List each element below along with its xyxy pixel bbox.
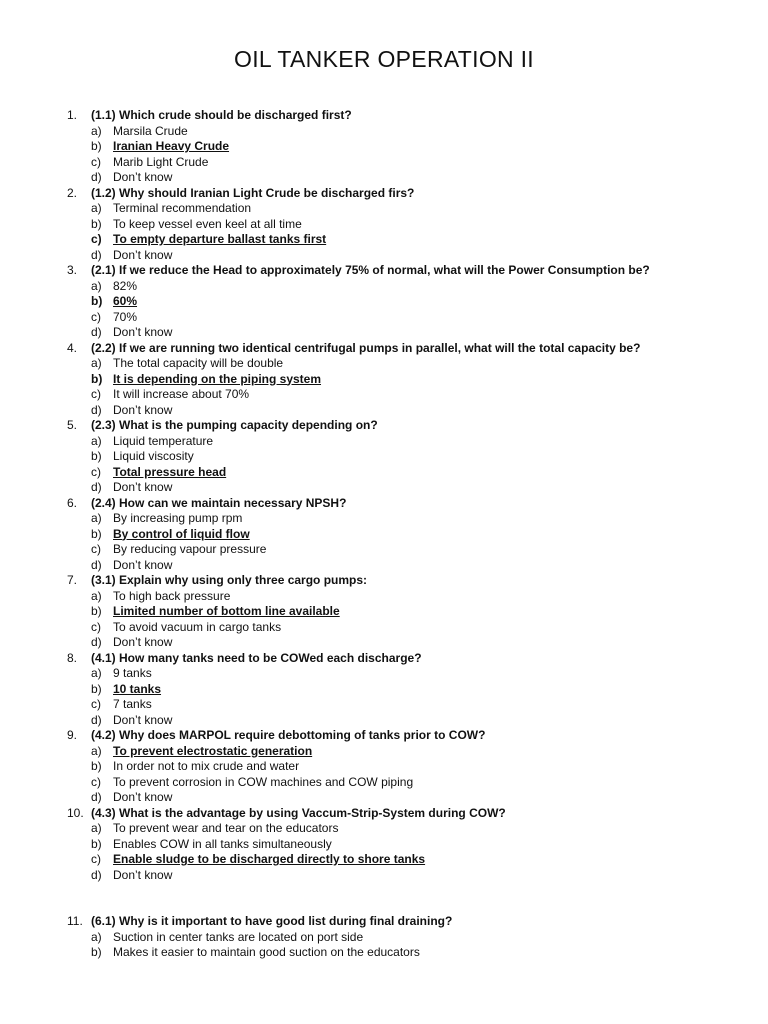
option-letter: d) (91, 867, 102, 882)
answer-option (0, 604, 768, 620)
answer-option (0, 527, 768, 543)
option-letter: a) (91, 278, 102, 293)
question-line (0, 651, 768, 667)
correct-answer-text: To empty departure ballast tanks first (113, 232, 327, 246)
answer-option (0, 217, 768, 233)
option-letter: a) (91, 511, 102, 525)
question-number: 7. (67, 573, 78, 587)
answer-option (0, 294, 768, 310)
option-letter: c) (91, 154, 101, 169)
option-text: Marib Light Crude (113, 154, 209, 169)
question-number: 4. (67, 340, 78, 355)
answer-option (0, 945, 768, 961)
option-letter: b) (91, 604, 102, 618)
option-letter: a) (91, 433, 102, 448)
option-letter: c) (91, 309, 101, 324)
option-text: 70% (113, 309, 138, 324)
option-letter: b) (91, 294, 103, 308)
question-text: (4.3) What is the advantage by using Vaccum-Strip-System during COW? (91, 805, 506, 820)
question-number: 1. (67, 108, 78, 122)
answer-option (0, 480, 768, 496)
option-letter: d) (91, 790, 102, 804)
option-text: Don’t know (113, 712, 173, 727)
correct-answer-text: By control of liquid flow (113, 526, 250, 541)
option-text: To avoid vacuum in cargo tanks (113, 619, 282, 634)
page-title: OIL TANKER OPERATION II (234, 46, 534, 72)
answer-option (0, 744, 768, 760)
answer-option (0, 139, 768, 155)
answer-option (0, 403, 768, 419)
question-item (0, 806, 768, 884)
answer-option (0, 930, 768, 946)
option-letter: b) (91, 836, 102, 851)
option-letter: c) (91, 852, 101, 866)
option-text: Don’t know (113, 247, 173, 262)
option-letter: a) (91, 666, 102, 680)
correct-answer-text: 10 tanks (113, 681, 162, 696)
option-letter: a) (91, 201, 102, 215)
option-letter: d) (91, 557, 102, 572)
option-text: To prevent corrosion in COW machines and COW piping (113, 774, 414, 789)
question-line (0, 496, 768, 512)
option-letter: d) (91, 325, 102, 339)
option-letter: b) (91, 681, 102, 696)
option-text: Don’t know (113, 790, 173, 804)
question-item (0, 728, 768, 806)
option-text: Don’t know (113, 557, 173, 572)
option-text: 7 tanks (113, 697, 152, 711)
answer-option (0, 356, 768, 372)
question-line (0, 806, 768, 822)
question-number: 5. (67, 418, 78, 432)
option-letter: d) (91, 247, 102, 262)
option-letter: a) (91, 821, 102, 835)
answer-option (0, 201, 768, 217)
question-line (0, 573, 768, 589)
option-letter: d) (91, 480, 102, 494)
option-text: Don’t know (113, 170, 173, 184)
option-letter: c) (91, 774, 101, 789)
answer-option (0, 434, 768, 450)
option-text: By reducing vapour pressure (113, 542, 267, 556)
correct-answer-text: Enable sludge to be discharged directly to shore tanks (113, 852, 426, 866)
answer-option (0, 248, 768, 264)
question-line (0, 341, 768, 357)
question-text: (4.1) How many tanks need to be COWed each discharge? (91, 650, 422, 665)
answer-option (0, 558, 768, 574)
question-number: 2. (67, 185, 78, 200)
question-number: 10. (67, 805, 84, 820)
option-text: 82% (113, 278, 138, 293)
question-text: (1.1) Which crude should be discharged first? (91, 108, 352, 122)
question-item (0, 651, 768, 729)
question-list (0, 108, 768, 961)
option-text: Makes it easier to maintain good suction on the educators (113, 945, 420, 959)
option-letter: c) (91, 542, 101, 556)
answer-option (0, 666, 768, 682)
answer-option (0, 589, 768, 605)
option-letter: b) (91, 759, 102, 773)
question-item (0, 263, 768, 341)
option-text: By increasing pump rpm (113, 511, 243, 525)
answer-option (0, 759, 768, 775)
option-text: Suction in center tanks are located on port side (113, 929, 364, 944)
answer-option (0, 279, 768, 295)
option-letter: c) (91, 619, 101, 634)
option-text: 9 tanks (113, 666, 152, 680)
option-text: To prevent wear and tear on the educators (113, 821, 339, 835)
option-letter: a) (91, 356, 102, 370)
question-text: (2.1) If we reduce the Head to approximately 75% of normal, what will the Power Consumption be? (91, 263, 650, 277)
option-letter: a) (91, 588, 102, 603)
question-text: (6.1) Why is it important to have good list during final draining? (91, 914, 453, 928)
question-item (0, 914, 768, 961)
option-letter: c) (91, 387, 101, 401)
option-letter: c) (91, 232, 102, 246)
correct-answer-text: It is depending on the piping system (113, 371, 322, 386)
option-text: To keep vessel even keel at all time (113, 216, 302, 231)
question-line (0, 108, 768, 124)
option-text: It will increase about 70% (113, 387, 250, 401)
option-text: Marsila Crude (113, 123, 188, 138)
option-text: In order not to mix crude and water (113, 759, 300, 773)
answer-option (0, 635, 768, 651)
answer-option (0, 325, 768, 341)
option-text: Don’t know (113, 325, 173, 339)
correct-answer-text: Limited number of bottom line available (113, 604, 340, 618)
question-line (0, 728, 768, 744)
answer-option (0, 852, 768, 868)
option-letter: d) (91, 170, 102, 184)
question-text: (4.2) Why does MARPOL require debottoming of tanks prior to COW? (91, 728, 486, 742)
answer-option (0, 155, 768, 171)
option-letter: a) (91, 123, 102, 138)
answer-option (0, 775, 768, 791)
correct-answer-text: Iranian Heavy Crude (113, 139, 230, 153)
question-line (0, 418, 768, 434)
answer-option (0, 124, 768, 140)
option-letter: a) (91, 743, 102, 758)
question-line (0, 186, 768, 202)
question-number: 8. (67, 650, 78, 665)
option-text: Liquid viscosity (113, 449, 194, 463)
question-number: 3. (67, 263, 78, 277)
option-letter: a) (91, 929, 102, 944)
answer-option (0, 713, 768, 729)
answer-option (0, 465, 768, 481)
answer-option (0, 542, 768, 558)
option-letter: d) (91, 402, 102, 417)
question-text: (2.4) How can we maintain necessary NPSH? (91, 495, 347, 510)
option-letter: d) (91, 635, 102, 649)
option-text: Don’t know (113, 402, 173, 417)
option-text: Don’t know (113, 635, 173, 649)
option-letter: c) (91, 464, 101, 479)
question-item (0, 573, 768, 651)
answer-option (0, 170, 768, 186)
question-text: (2.2) If we are running two identical centrifugal pumps in parallel, what will the total capacity be? (91, 340, 641, 355)
answer-option (0, 682, 768, 698)
question-text: (2.3) What is the pumping capacity depending on? (91, 418, 378, 432)
option-letter: c) (91, 697, 101, 711)
option-letter: b) (91, 371, 103, 386)
question-item (0, 341, 768, 419)
answer-option (0, 449, 768, 465)
option-letter: b) (91, 526, 102, 541)
question-text: (1.2) Why should Iranian Light Crude be discharged firs? (91, 185, 415, 200)
option-letter: b) (91, 945, 102, 959)
question-item (0, 418, 768, 496)
question-item (0, 496, 768, 574)
option-letter: b) (91, 216, 102, 231)
question-number: 9. (67, 728, 78, 742)
section-gap (0, 883, 768, 914)
option-letter: b) (91, 139, 102, 153)
question-text: (3.1) Explain why using only three cargo pumps: (91, 573, 368, 587)
correct-answer-text: To prevent electrostatic generation (113, 743, 313, 758)
option-text: Don’t know (113, 867, 173, 882)
option-letter: d) (91, 712, 102, 727)
answer-option (0, 868, 768, 884)
question-line (0, 914, 768, 930)
answer-option (0, 310, 768, 326)
answer-option (0, 387, 768, 403)
question-line (0, 263, 768, 279)
answer-option (0, 372, 768, 388)
question-number: 11. (67, 914, 83, 928)
option-text: To high back pressure (113, 588, 231, 603)
answer-option (0, 697, 768, 713)
option-text: Enables COW in all tanks simultaneously (113, 836, 332, 851)
option-text: Terminal recommendation (113, 201, 252, 215)
answer-option (0, 511, 768, 527)
option-text: Liquid temperature (113, 433, 214, 448)
question-item (0, 186, 768, 264)
answer-option (0, 790, 768, 806)
answer-option (0, 232, 768, 248)
option-text: Don’t know (113, 480, 173, 494)
correct-answer-text: 60% (113, 294, 138, 308)
question-number: 6. (67, 495, 78, 510)
answer-option (0, 620, 768, 636)
answer-option (0, 837, 768, 853)
answer-option (0, 821, 768, 837)
option-letter: b) (91, 449, 102, 463)
option-text: The total capacity will be double (113, 356, 284, 370)
correct-answer-text: Total pressure head (113, 464, 227, 479)
question-item (0, 108, 768, 186)
